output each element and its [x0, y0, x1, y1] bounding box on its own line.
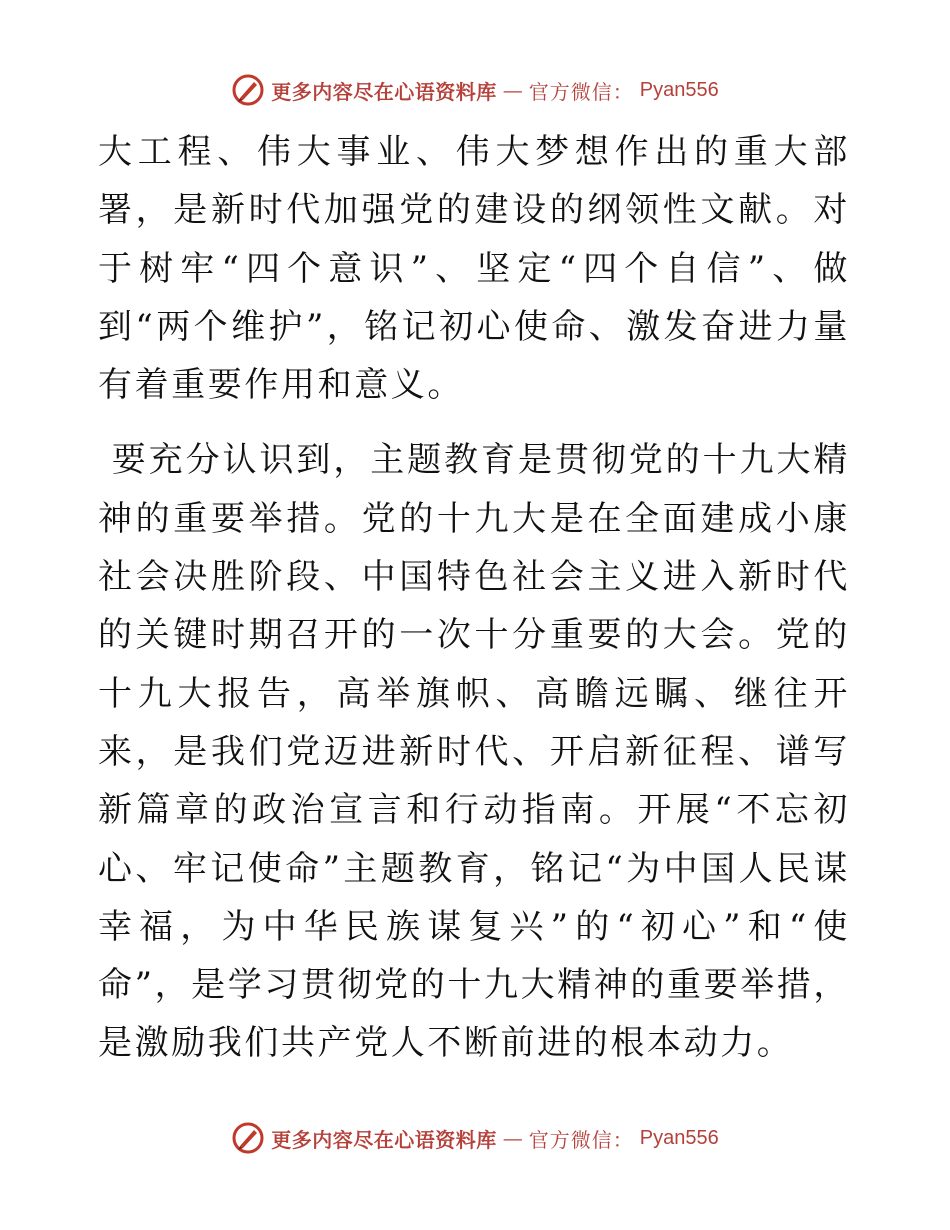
watermark-separator: — — [502, 1126, 523, 1150]
watermark-wechat-id: Pyan556 — [639, 78, 719, 101]
watermark-separator: — — [502, 78, 523, 102]
watermark-site-text: 更多内容尽在心语资料库 — [271, 79, 497, 104]
pen-logo-icon — [231, 1121, 265, 1155]
pen-logo-icon — [231, 73, 265, 107]
document-body — [98, 123, 850, 1073]
footer-watermark — [0, 1118, 950, 1158]
watermark-site-text: 更多内容尽在心语资料库 — [271, 1127, 497, 1152]
watermark-wechat-label: 官方微信： — [528, 79, 634, 104]
watermark-wechat-id: Pyan556 — [639, 1126, 719, 1149]
paragraph-1: 大工程、伟大事业、伟大梦想作出的重大部署，是新时代加强党的建设的纲领性文献。对于树牢“四个意识”、坚定“四个自信”、做到“两个维护”，铭记初心使命、激发奋进力量有着重要作用和意义。 — [98, 132, 850, 406]
header-watermark — [0, 70, 950, 110]
paragraph-2: 要充分认识到，主题教育是贯彻党的十九大精神的重要举措。党的十九大是在全面建成小康社会决胜阶段、中国特色社会主义进入新时代的关键时期召开的一次十分重要的大会。党的十九大报告，高举旗帜、高瞻远瞩、继往开来，是我们党迈进新时代、开启新征程、谱写新篇章的政治宣言和行动指南。开展“不忘初心、牢记使命”主题教育，铭记“为中国人民谋幸福，为中华民族谋复兴”的“初心”和“使命”，是学习贯彻党的十九大精神的重要举措，是激励我们共产党人不断前进的根本动力。 — [98, 440, 850, 1064]
watermark-wechat-label: 官方微信： — [528, 1127, 634, 1152]
